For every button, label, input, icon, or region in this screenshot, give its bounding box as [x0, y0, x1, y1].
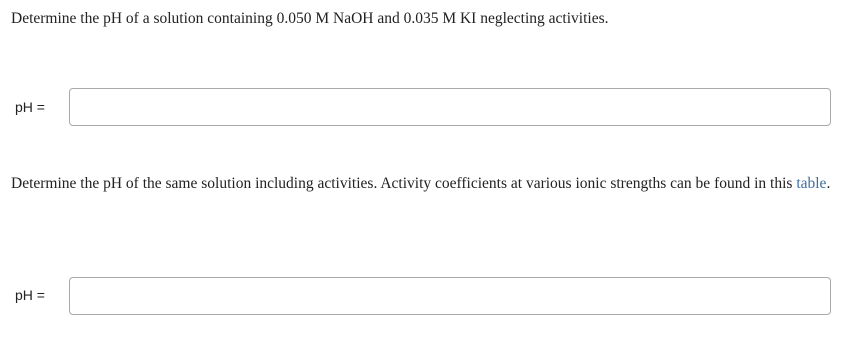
answer-2-label: pH = [15, 287, 45, 303]
question-2-text [11, 172, 841, 196]
activity-table-link[interactable]: table [796, 175, 827, 192]
question-1-text: Determine the pH of a solution containing 0.050 M NaOH and 0.035 M KI neglecting activities. [11, 10, 609, 27]
answer-1-input[interactable] [69, 88, 831, 126]
question-2-text-before-link: Determine the pH of the same solution including activities. Activity coefficients at various ionic strengths can be found in this [11, 175, 797, 192]
answer-2-input[interactable] [69, 277, 831, 315]
answer-1-label: pH = [15, 99, 45, 115]
question-2-text-after-link: . [826, 175, 831, 192]
